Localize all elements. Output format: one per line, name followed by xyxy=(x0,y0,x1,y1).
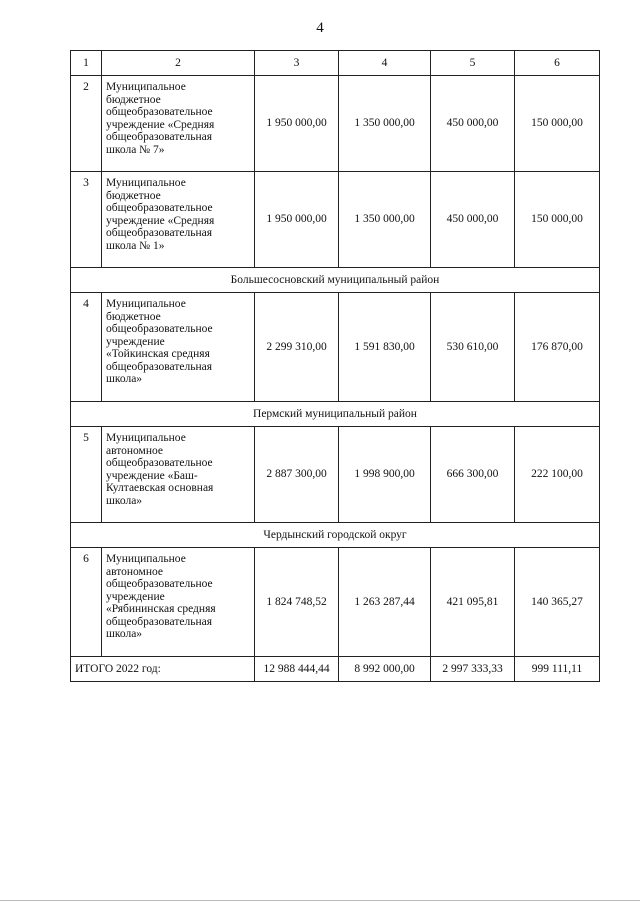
institution-name: Муниципальное бюджетное общеобразовательное учреждение «Средняя общеобразовательная школа № 1» xyxy=(102,172,255,268)
row-number: 5 xyxy=(71,427,102,523)
institution-name: Муниципальное автономное общеобразовательное учреждение «Баш- Култаевская основная школа» xyxy=(102,427,255,523)
institution-name: Муниципальное автономное общеобразовательное учреждение «Рябининская средняя общеобразовательная школа» xyxy=(102,548,255,657)
region-label: Чердынский городской округ xyxy=(71,523,600,548)
table-row xyxy=(71,427,600,523)
amount-cell: 2 887 300,00 xyxy=(255,427,339,523)
amount-cell: 1 263 287,44 xyxy=(339,548,431,657)
column-header: 1 xyxy=(71,51,102,76)
amount-cell: 140 365,27 xyxy=(515,548,600,657)
amount-cell: 150 000,00 xyxy=(515,76,600,172)
amount-cell: 666 300,00 xyxy=(431,427,515,523)
region-row xyxy=(71,268,600,293)
column-header: 2 xyxy=(102,51,255,76)
region-label: Большесосновский муниципальный район xyxy=(71,268,600,293)
amount-cell: 176 870,00 xyxy=(515,293,600,402)
amount-cell: 222 100,00 xyxy=(515,427,600,523)
amount-cell: 1 350 000,00 xyxy=(339,172,431,268)
row-number: 3 xyxy=(71,172,102,268)
table-header-row xyxy=(71,51,600,76)
institution-name: Муниципальное бюджетное общеобразовательное учреждение «Средняя общеобразовательная школа № 7» xyxy=(102,76,255,172)
table-row xyxy=(71,172,600,268)
region-row xyxy=(71,402,600,427)
total-amount-cell: 8 992 000,00 xyxy=(339,657,431,682)
region-label: Пермский муниципальный район xyxy=(71,402,600,427)
amount-cell: 150 000,00 xyxy=(515,172,600,268)
institution-name: Муниципальное бюджетное общеобразовательное учреждение «Тойкинская средняя общеобразовательная школа» xyxy=(102,293,255,402)
amount-cell: 2 299 310,00 xyxy=(255,293,339,402)
amount-cell: 1 350 000,00 xyxy=(339,76,431,172)
amount-cell: 450 000,00 xyxy=(431,76,515,172)
amount-cell: 1 591 830,00 xyxy=(339,293,431,402)
total-amount-cell: 12 988 444,44 xyxy=(255,657,339,682)
total-row xyxy=(71,657,600,682)
total-amount-cell: 2 997 333,33 xyxy=(431,657,515,682)
total-label: ИТОГО 2022 год: xyxy=(71,657,255,682)
amount-cell: 1 950 000,00 xyxy=(255,76,339,172)
amount-cell: 530 610,00 xyxy=(431,293,515,402)
row-number: 4 xyxy=(71,293,102,402)
region-row xyxy=(71,523,600,548)
column-header: 3 xyxy=(255,51,339,76)
total-amount-cell: 999 111,11 xyxy=(515,657,600,682)
amount-cell: 1 950 000,00 xyxy=(255,172,339,268)
amount-cell: 421 095,81 xyxy=(431,548,515,657)
amount-cell: 450 000,00 xyxy=(431,172,515,268)
amount-cell: 1 824 748,52 xyxy=(255,548,339,657)
page-number: 4 xyxy=(316,20,324,36)
table-row xyxy=(71,293,600,402)
amount-cell: 1 998 900,00 xyxy=(339,427,431,523)
column-header: 5 xyxy=(431,51,515,76)
column-header: 4 xyxy=(339,51,431,76)
row-number: 6 xyxy=(71,548,102,657)
table-row xyxy=(71,548,600,657)
funding-table xyxy=(70,50,600,682)
table-row xyxy=(71,76,600,172)
scan-edge-line xyxy=(0,900,640,901)
row-number: 2 xyxy=(71,76,102,172)
column-header: 6 xyxy=(515,51,600,76)
